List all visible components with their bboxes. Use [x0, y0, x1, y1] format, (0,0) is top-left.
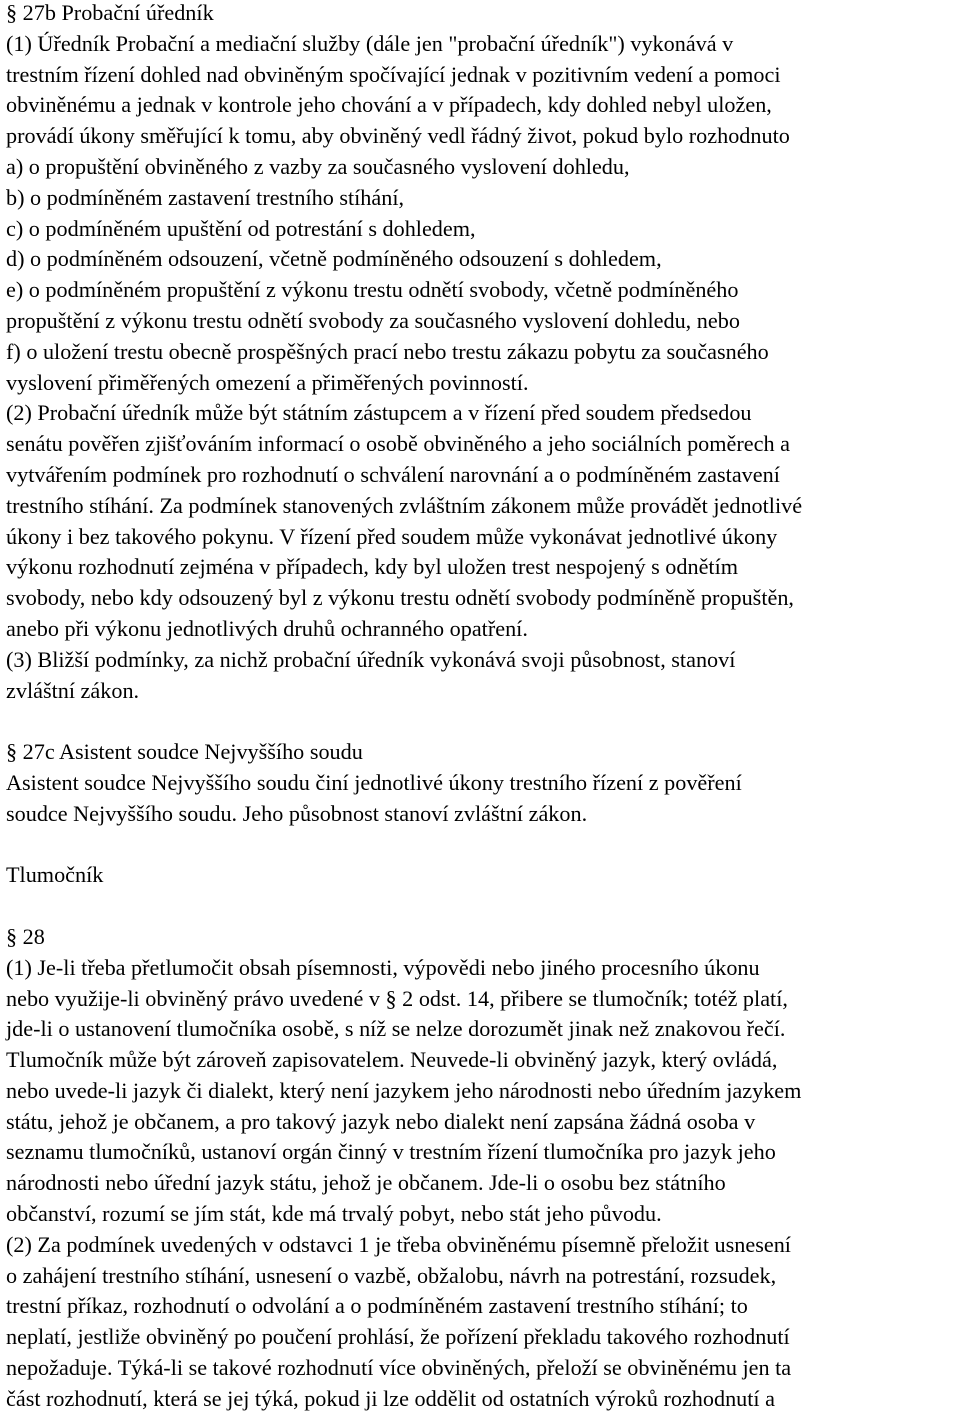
section-28: [6, 922, 958, 1415]
blank-line: [6, 830, 958, 861]
text-line: anebo při výkonu jednotlivých druhů ochranného opatření.: [6, 615, 528, 641]
text-line: c) o podmíněném upuštění od potrestání s dohledem,: [6, 215, 476, 241]
text-line: seznamu tlumočníků, ustanoví orgán činný v trestním řízení tlumočníka pro jazyk jeho: [6, 1139, 776, 1165]
text-line: e) o podmíněném propuštění z výkonu trestu odnětí svobody, včetně podmíněného: [6, 277, 739, 303]
text-line: občanství, rozumí se jím stát, kde má trvalý pobyt, nebo stát jeho původu.: [6, 1201, 662, 1227]
text-line: b) o podmíněném zastavení trestního stíhání,: [6, 184, 405, 210]
text-line: o zahájení trestního stíhání, usnesení o vazbě, obžalobu, návrh na potrestání, rozsudek,: [6, 1262, 777, 1288]
text-line: (1) Úředník Probační a mediační služby (dále jen "probační úředník") vykonává v: [6, 30, 734, 56]
text-line: obviněnému a jednak v kontrole jeho chování a v případech, kdy dohled nebyl uložen,: [6, 92, 772, 118]
text-line: svobody, nebo kdy odsouzený byl z výkonu trestu odnětí svobody podmíněně propuštěn,: [6, 585, 794, 611]
section-27c: [6, 737, 958, 829]
text-line: nepožaduje. Týká-li se takové rozhodnutí více obviněných, přeloží se obviněnému jen ta: [6, 1355, 792, 1381]
text-line: trestní příkaz, rozhodnutí o odvolání a o podmíněném zastavení trestního stíhání; to: [6, 1293, 748, 1319]
text-line: (1) Je-li třeba přetlumočit obsah písemnosti, výpovědi nebo jiného procesního úkonu: [6, 954, 760, 980]
text-line: f) o uložení trestu obecně prospěšných prací nebo trestu zákazu pobytu za současného: [6, 338, 769, 364]
text-line: trestního stíhání. Za podmínek stanovených zvláštním zákonem může provádět jednotlivé: [6, 492, 803, 518]
section-body: [6, 768, 958, 830]
text-line: trestním řízení dohled nad obviněným spočívající jednak v pozitivním vedení a pomoci: [6, 61, 781, 87]
text-line: Asistent soudce Nejvyššího soudu činí jednotlivé úkony trestního řízení z pověření: [6, 769, 742, 795]
document-page: [6, 0, 958, 1415]
section-heading: § 28: [6, 923, 45, 949]
text-line: národnosti nebo úřední jazyk státu, jehož je občanem. Jde-li o osobu bez státního: [6, 1170, 726, 1196]
section-heading: § 27c Asistent soudce Nejvyššího soudu: [6, 739, 363, 765]
text-line: vyslovení přiměřených omezení a přiměřených povinností.: [6, 369, 529, 395]
text-line: úkony i bez takového pokynu. V řízení před soudem může vykonávat jednotlivé úkony: [6, 523, 778, 549]
text-line: státu, jehož je občanem, a pro takový jazyk nebo dialekt není zapsána žádná osoba v: [6, 1108, 756, 1134]
text-line: soudce Nejvyššího soudu. Jeho působnost stanoví zvláštní zákon.: [6, 800, 588, 826]
text-line: vytvářením podmínek pro rozhodnutí o schválení narovnání a o podmíněném zastavení: [6, 461, 780, 487]
text-line: propuštění z výkonu trestu odnětí svobody za současného vyslovení dohledu, nebo: [6, 307, 740, 333]
text-line: (2) Za podmínek uvedených v odstavci 1 je třeba obviněnému písemně přeložit usnesení: [6, 1231, 791, 1257]
text-line: (3) Bližší podmínky, za nichž probační úředník vykonává svoji působnost, stanoví: [6, 646, 736, 672]
text-line: výkonu rozhodnutí zejména v případech, kdy byl uložen trest nespojený s odnětím: [6, 554, 739, 580]
text-line: (2) Probační úředník může být státním zástupcem a v řízení před soudem předsedou: [6, 400, 752, 426]
text-line: a) o propuštění obviněného z vazby za současného vyslovení dohledu,: [6, 153, 630, 179]
section-heading: § 27b Probační úředník: [6, 0, 214, 25]
text-line: d) o podmíněném odsouzení, včetně podmíněného odsouzení s dohledem,: [6, 246, 662, 272]
text-line: provádí úkony směřující k tomu, aby obviněný vedl řádný život, pokud bylo rozhodnuto: [6, 123, 790, 149]
section-body: [6, 29, 958, 707]
blank-line: [6, 706, 958, 737]
text-line: nebo uvede-li jazyk či dialekt, který není jazykem jeho národnosti nebo úředním jazykem: [6, 1077, 802, 1103]
text-line: Tlumočník může být zároveň zapisovatelem. Neuvede-li obviněný jazyk, který ovládá,: [6, 1047, 778, 1073]
text-line: nebo využije-li obviněný právo uvedené v § 2 odst. 14, přibere se tlumočník; totéž platí,: [6, 985, 788, 1011]
text-line: neplatí, jestliže obviněný po poučení prohlásí, že pořízení překladu takového rozhodnutí: [6, 1324, 790, 1350]
blank-line: [6, 891, 958, 922]
part-title: Tlumočník: [6, 862, 104, 888]
text-line: část rozhodnutí, která se jej týká, pokud ji lze oddělit od ostatních výroků rozhodnutí a: [6, 1385, 775, 1411]
text-line: jde-li o ustanovení tlumočníka osobě, s níž se nelze dorozumět jinak než znakovou řečí.: [6, 1016, 786, 1042]
section-body: [6, 953, 958, 1415]
section-27b: [6, 0, 958, 706]
text-line: senátu pověřen zjišťováním informací o osobě obviněného a jeho sociálních poměrech a: [6, 431, 790, 457]
text-line: zvláštní zákon.: [6, 677, 140, 703]
